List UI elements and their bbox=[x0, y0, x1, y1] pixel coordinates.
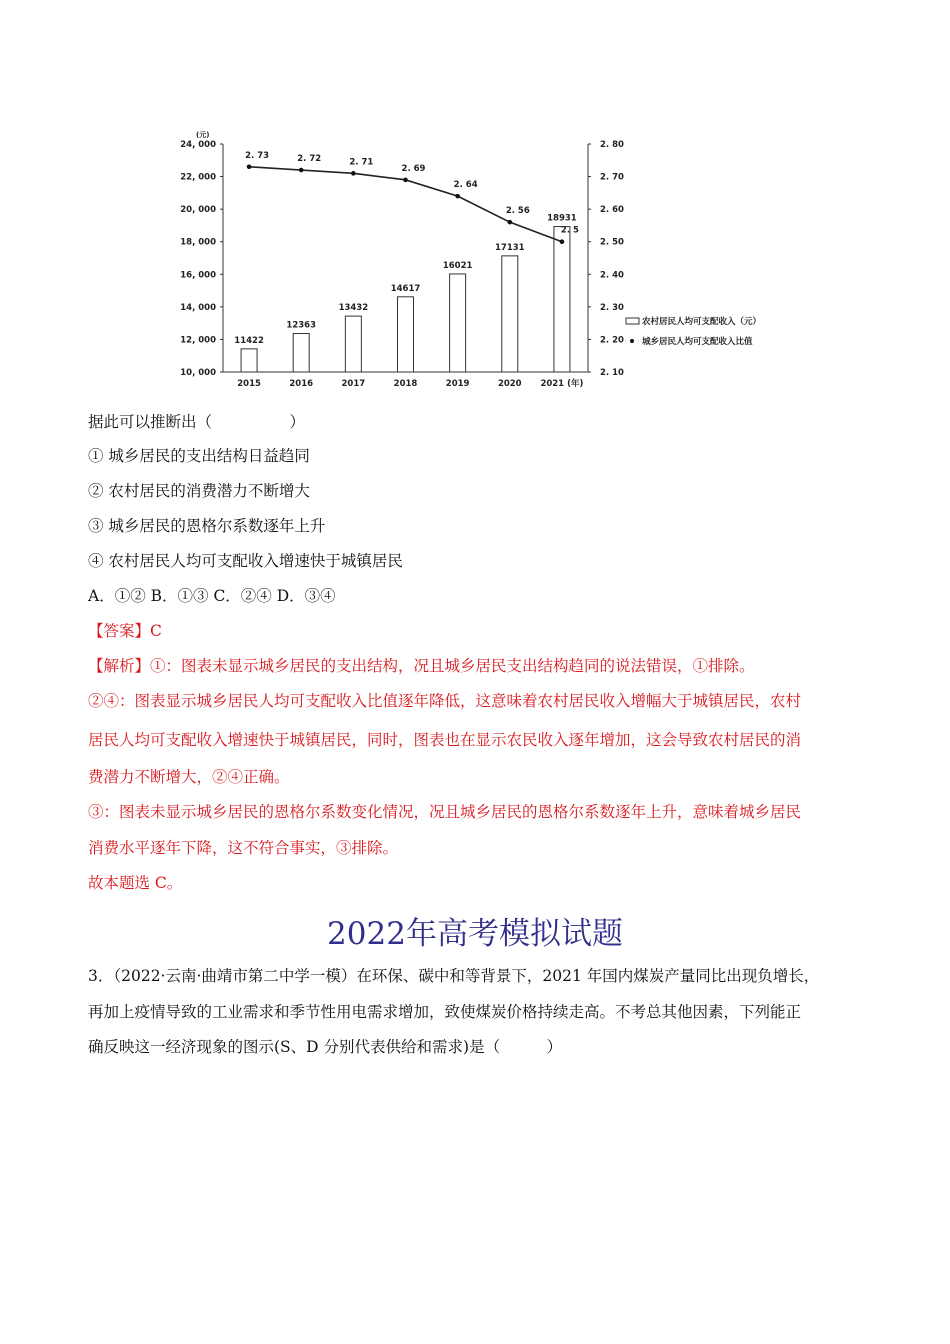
income-chart bbox=[170, 126, 790, 394]
income-bar bbox=[450, 274, 466, 372]
analysis-label: 【解析】 bbox=[88, 657, 151, 675]
ratio-point bbox=[247, 165, 252, 170]
analysis-line-4: 费潜力不断增大，②④正确。 bbox=[88, 768, 290, 786]
ratio-value-label: 2. 5 bbox=[560, 225, 579, 236]
ratio-value-label: 2. 64 bbox=[453, 180, 478, 191]
income-bar bbox=[502, 256, 518, 372]
bar-value-label: 14617 bbox=[390, 283, 421, 294]
bar-value-label: 13432 bbox=[338, 303, 369, 314]
ratio-point bbox=[403, 178, 408, 183]
chart-legend bbox=[626, 316, 761, 347]
x-tick-label: 2017 bbox=[341, 379, 366, 389]
legend-bar-label: 农村居民人均可支配收入（元） bbox=[642, 317, 762, 327]
left-tick-label: 14, 000 bbox=[180, 302, 216, 313]
x-tick-label: 2020 bbox=[497, 379, 522, 389]
left-tick-label: 24, 000 bbox=[180, 140, 216, 150]
option-4: ④ 农村居民人均可支配收入增速快于城镇居民 bbox=[88, 552, 403, 570]
right-tick-label: 2. 60 bbox=[600, 205, 624, 216]
option-3: ③ 城乡居民的恩格尔系数逐年上升 bbox=[88, 517, 326, 535]
ratio-point bbox=[351, 171, 356, 176]
question-prompt: 据此可以推断出（ ） bbox=[88, 413, 306, 431]
question3-line-2: 再加上疫情导致的工业需求和季节性用电需求增加，致使煤炭价格持续走高。不考总其他因素，下列能正 bbox=[88, 1003, 802, 1021]
analysis-line-1 bbox=[88, 656, 755, 676]
ratio-value-label: 2. 73 bbox=[245, 150, 270, 161]
ratio-line bbox=[245, 151, 579, 244]
ratio-point bbox=[455, 194, 460, 199]
x-tick-label: 2016 bbox=[289, 379, 314, 389]
ratio-point bbox=[507, 220, 512, 225]
analysis-line-6: 消费水平逐年下降，这不符合事实，③排除。 bbox=[88, 839, 399, 857]
answer-label: 【答案】 bbox=[88, 622, 151, 640]
income-bar bbox=[554, 227, 570, 372]
right-tick-label: 2. 30 bbox=[600, 302, 624, 313]
right-tick-label: 2. 10 bbox=[600, 368, 624, 378]
left-tick-label: 10, 000 bbox=[180, 368, 216, 378]
x-tick-label: 2019 bbox=[445, 379, 470, 389]
ratio-point bbox=[560, 239, 565, 244]
income-bar bbox=[345, 316, 361, 372]
ratio-value-label: 2. 56 bbox=[505, 206, 530, 217]
answer-value: C bbox=[150, 622, 162, 640]
analysis-line-2: ②④：图表显示城乡居民人均可支配收入比值逐年降低，这意味着农村居民收入增幅大于城镇居民，农村 bbox=[88, 692, 802, 710]
income-bar bbox=[293, 334, 309, 372]
question3-line-3: 确反映这一经济现象的图示(S、D 分别代表供给和需求)是（ ） bbox=[88, 1038, 563, 1056]
analysis-conclusion: 故本题选 C。 bbox=[88, 874, 183, 892]
income-bar bbox=[241, 349, 257, 372]
answer-line bbox=[88, 621, 162, 641]
ratio-value-label: 2. 69 bbox=[401, 163, 426, 174]
analysis-line-5: ③：图表未显示城乡居民的恩格尔系数变化情况，况且城乡居民的恩格尔系数逐年上升，意味着城乡居民 bbox=[88, 803, 802, 821]
left-tick-label: 12, 000 bbox=[180, 335, 216, 346]
right-tick-label: 2. 70 bbox=[600, 172, 624, 183]
analysis-text-1: ①：图表未显示城乡居民的支出结构，况且城乡居民支出结构趋同的说法错误，①排除。 bbox=[150, 657, 755, 675]
legend-line-label: 城乡居民人均可支配收入比值 bbox=[642, 337, 753, 347]
option-2: ② 农村居民的消费潜力不断增大 bbox=[88, 482, 310, 500]
income-bar bbox=[398, 297, 414, 372]
analysis-line-3: 居民人均可支配收入增速快于城镇居民，同时，图表也在显示农民收入逐年增加，这会导致农村居民的消 bbox=[88, 731, 802, 749]
x-tick-label: 2021 (年) bbox=[540, 379, 584, 389]
ratio-value-label: 2. 72 bbox=[297, 154, 322, 165]
legend-line-swatch bbox=[630, 339, 634, 343]
legend-bar-swatch bbox=[626, 318, 639, 324]
ratio-value-label: 2. 71 bbox=[349, 157, 374, 168]
right-tick-label: 2. 20 bbox=[600, 335, 624, 346]
bar-value-label: 18931 bbox=[547, 213, 577, 224]
left-axis-unit: (元) bbox=[196, 131, 210, 139]
bar-value-label: 11422 bbox=[234, 335, 264, 346]
x-tick-label: 2015 bbox=[237, 379, 261, 389]
x-axis-unit: (年) bbox=[567, 379, 584, 389]
left-tick-label: 16, 000 bbox=[180, 270, 216, 281]
question3-line-1: 3．（2022·云南·曲靖市第二中学一模）在环保、碳中和等背景下，2021 年国内煤炭产量同比出现负增长， bbox=[88, 967, 820, 985]
right-tick-label: 2. 80 bbox=[600, 140, 624, 150]
option-1: ① 城乡居民的支出结构日益趋同 bbox=[88, 447, 310, 465]
left-tick-label: 22, 000 bbox=[180, 172, 216, 183]
bar-value-label: 12363 bbox=[286, 320, 317, 331]
ratio-point bbox=[299, 168, 304, 173]
x-tick-label: 2018 bbox=[393, 379, 418, 389]
right-tick-label: 2. 50 bbox=[600, 237, 624, 248]
income-bars bbox=[234, 214, 577, 372]
answer-choices: A．①② B．①③ C．②④ D．③④ bbox=[88, 587, 336, 605]
section-title: 2022年高考模拟试题 bbox=[327, 916, 623, 952]
bar-value-label: 16021 bbox=[442, 260, 473, 271]
right-tick-label: 2. 40 bbox=[600, 270, 624, 281]
left-tick-label: 20, 000 bbox=[180, 205, 216, 216]
left-tick-label: 18, 000 bbox=[180, 237, 216, 248]
bar-value-label: 17131 bbox=[494, 242, 525, 253]
